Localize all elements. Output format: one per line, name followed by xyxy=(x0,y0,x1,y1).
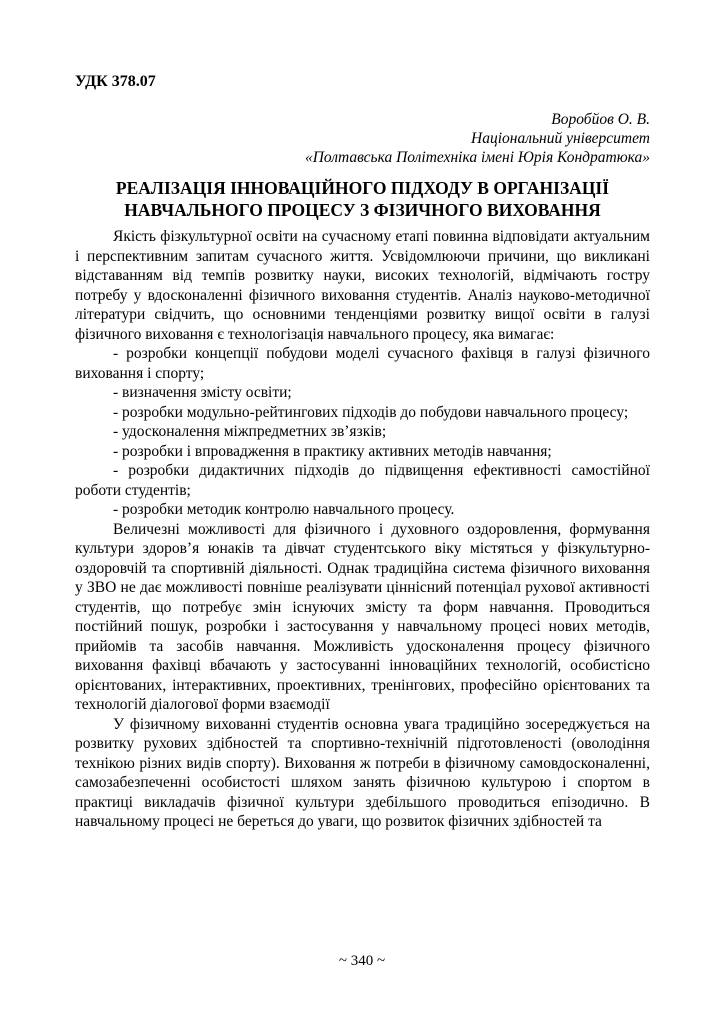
affiliation-line-1: Національний університет xyxy=(471,130,650,147)
list-item: - розробки концепції побудови моделі сучасного фахівця в галузі фізичного виховання і спорту; xyxy=(75,345,650,382)
list-item: - удосконалення міжпредметних зв’язків; xyxy=(113,423,387,440)
body-paragraph: Якість фізкультурної освіти на сучасному етапі повинна відповідати актуальним і перспективним запитам сучасного життя. Усвідомлюючи причини, що викликані відставанням від темпів розвитку науки, високих технологій, відмічають гостру потребу у вдосконаленні фізичного виховання студентів. Аналіз науково-методичної літератури свідчить, що основними тенденціями розвитку вищої освіти в галузі фізичного виховання є технологізація навчального процесу, яка вимагає: xyxy=(75,228,650,343)
article-body xyxy=(75,227,650,832)
list-item: - визначення змісту освіти; xyxy=(113,384,292,401)
list-item: - розробки модульно-рейтингових підходів до побудови навчального процесу; xyxy=(113,403,629,421)
body-paragraph: У фізичному вихованні студентів основна увага традиційно зосереджується на розвитку рухових здібностей та спортивно-технічній підготовленості (оволодіння технікою різних видів спорту). Виховання ж потреби в фізичному самовдосконаленні, самозабезпеченні особистості шляхом занять фізичною культурою і спортом в практиці викладачів фізичної культури здебільшого проводиться епізодично. В навчальному процесі не береться до уваги, що розвиток фізичних здібностей та xyxy=(75,715,650,830)
list-item: - розробки і впровадження в практику активних методів навчання; xyxy=(113,442,552,460)
page-number: ~ 340 ~ xyxy=(338,953,386,969)
affiliation-line-2: «Полтавська Політехніка імені Юрія Кондратюка» xyxy=(304,149,650,166)
list-item: - розробки методик контролю навчального процесу. xyxy=(113,501,455,518)
list-item: - розробки дидактичних підходів до підвищення ефективності самостійної роботи студентів; xyxy=(75,462,650,499)
author-name: Воробйов О. В. xyxy=(551,111,650,128)
article-title: РЕАЛІЗАЦІЯ ІННОВАЦІЙНОГО ПІДХОДУ В ОРГАНІЗАЦІЇ НАВЧАЛЬНОГО ПРОЦЕСУ З ФІЗИЧНОГО ВИХОВАННЯ xyxy=(115,178,610,220)
body-paragraph: Величезні можливості для фізичного і духовного оздоровлення, формування культури здоров’я юнаків та дівчат студентського віку містяться у фізкультурно-оздоровчій та спортивній діяльності. Однак традиційна система фізичного виховання у ЗВО не дає можливості повніше реалізувати ціннісний потенціал рухової активності студентів, що потребує змін існуючих змісту та форм навчання. Проводиться постійний пошук, розробки і застосування у навчальному процесі нових методів, прийомів та засобів навчання. Можливість удосконалення процесу фізичного виховання фахівці вбачають у застосуванні інноваційних технологій, особистісно орієнтованих, інтерактивних, проективних, тренінгових, професійно орієнтованих та технологій діалогової форми взаємодії xyxy=(75,520,650,713)
author-block xyxy=(75,110,650,167)
udc-code: УДК 378.07 xyxy=(75,73,156,90)
